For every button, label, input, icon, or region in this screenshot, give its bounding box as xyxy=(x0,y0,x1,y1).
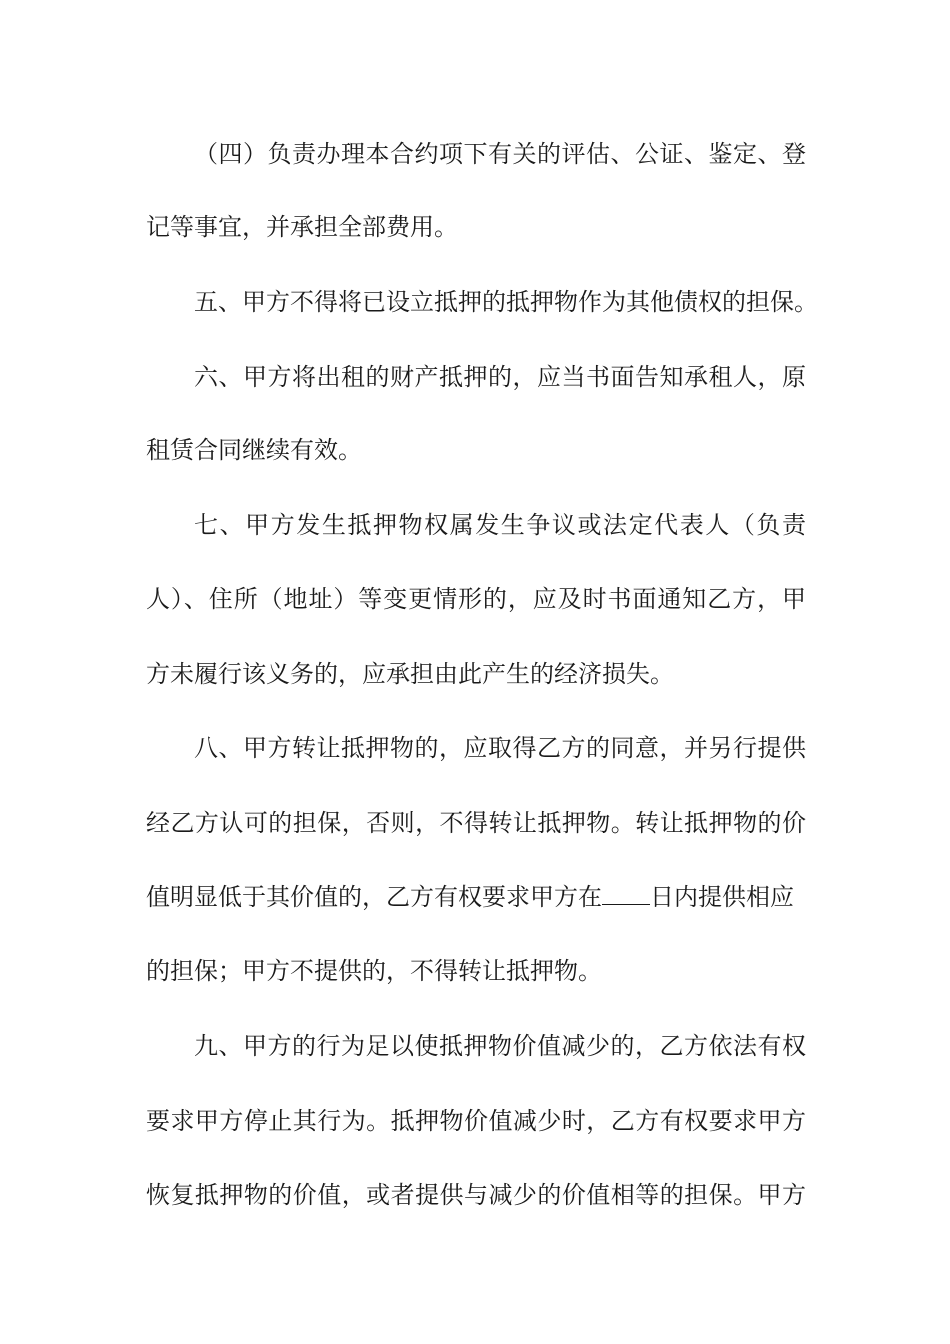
paragraph-4-line-1: （四）负责办理本合约项下有关的评估、公证、鉴定、登 xyxy=(194,140,806,168)
paragraph-9-line-1: 九、甲方的行为足以使抵押物价值减少的，乙方依法有权 xyxy=(194,1032,806,1060)
paragraph-4-line-2: 记等事宜，并承担全部费用。 xyxy=(146,213,458,241)
paragraph-8-line-3 xyxy=(146,882,806,912)
paragraph-7-line-1: 七、甲方发生抵押物权属发生争议或法定代表人（负责 xyxy=(194,511,806,539)
paragraph-8-line-1: 八、甲方转让抵押物的，应取得乙方的同意，并另行提供 xyxy=(194,734,806,762)
paragraph-8-line-3-before-blank: 值明显低于其价值的，乙方有权要求甲方在 xyxy=(146,883,602,911)
paragraph-8-line-2: 经乙方认可的担保，否则，不得转让抵押物。转让抵押物的价 xyxy=(146,809,806,837)
paragraph-8-line-3-after-blank: 日内提供相应 xyxy=(650,883,794,911)
paragraph-6-line-1: 六、甲方将出租的财产抵押的，应当书面告知承租人，原 xyxy=(194,363,806,391)
paragraph-7-line-3: 方未履行该义务的，应承担由此产生的经济损失。 xyxy=(146,660,674,688)
fill-in-blank xyxy=(602,882,650,905)
paragraph-9-line-2: 要求甲方停止其行为。抵押物价值减少时，乙方有权要求甲方 xyxy=(146,1107,806,1135)
paragraph-8-line-4: 的担保；甲方不提供的，不得转让抵押物。 xyxy=(146,957,602,985)
paragraph-7-line-2: 人）、住所（地址）等变更情形的，应及时书面通知乙方，甲 xyxy=(146,585,806,613)
paragraph-9-line-3: 恢复抵押物的价值，或者提供与减少的价值相等的担保。甲方 xyxy=(146,1181,806,1209)
paragraph-5-line-1: 五、甲方不得将已设立抵押的抵押物作为其他债权的担保。 xyxy=(194,288,818,316)
paragraph-6-line-2: 租赁合同继续有效。 xyxy=(146,436,362,464)
